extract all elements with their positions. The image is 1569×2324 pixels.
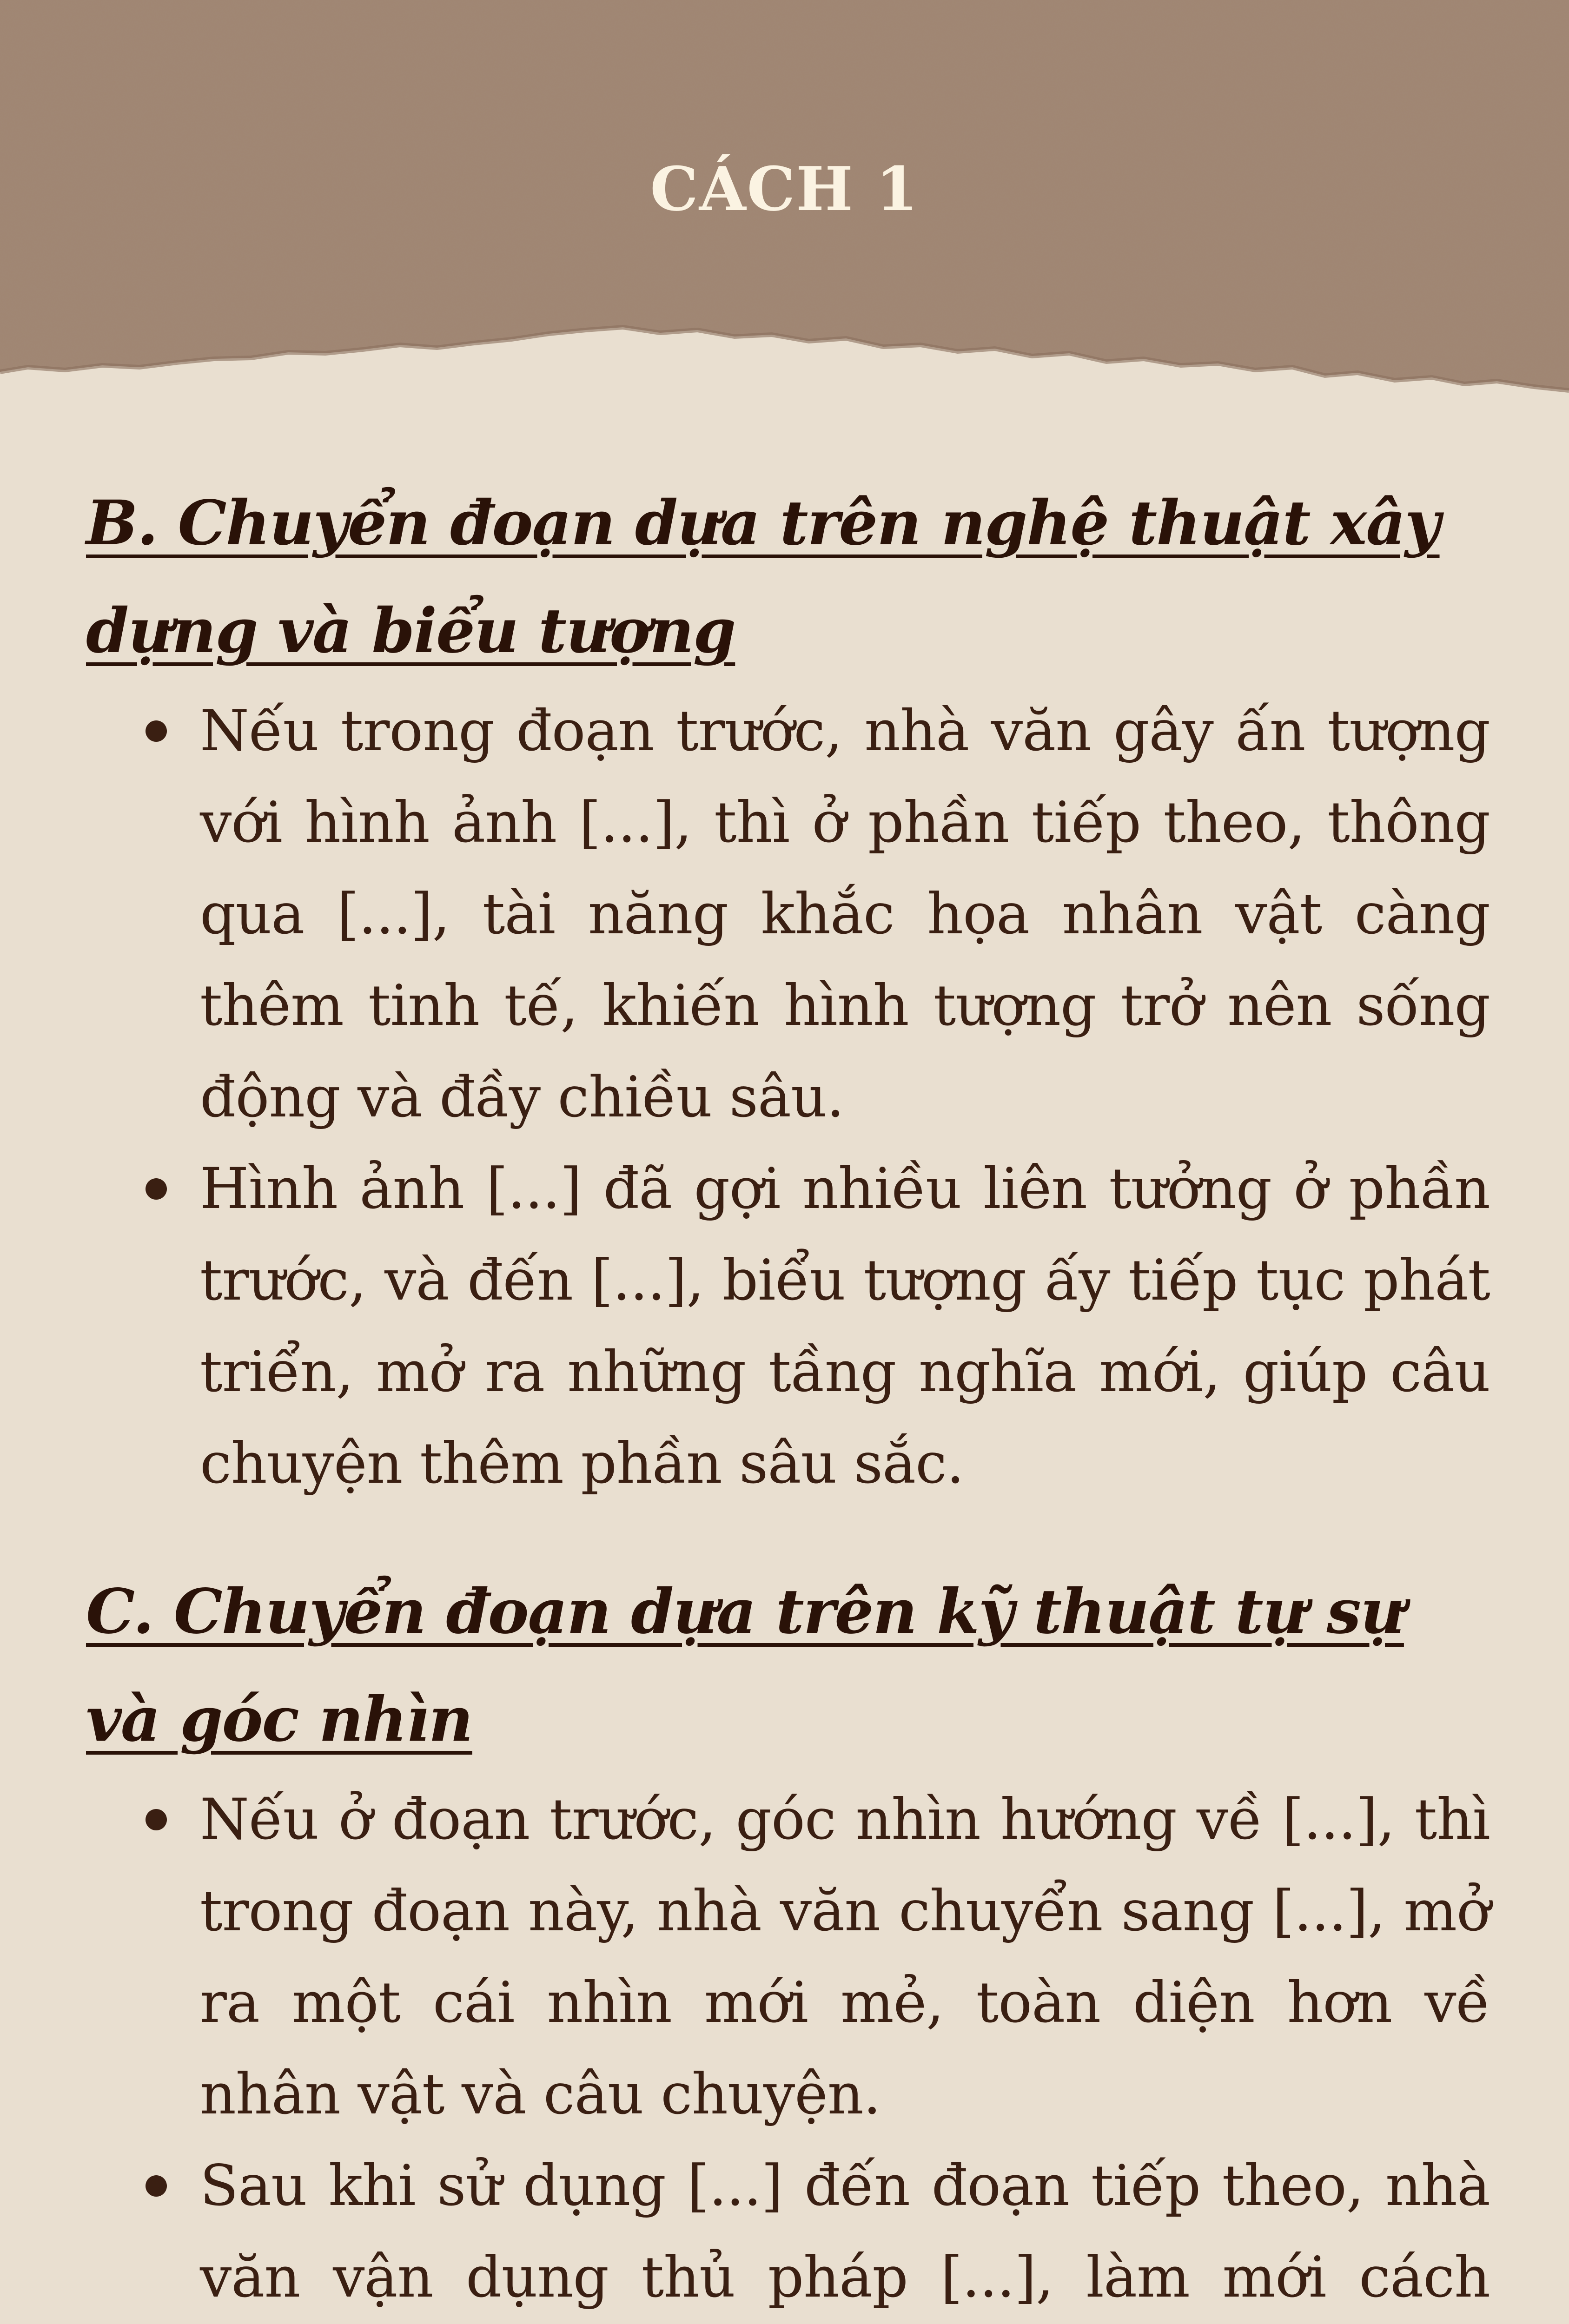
section-heading-b: B. Chuyển đoạn dựa trên nghệ thuật xây dựng và biểu tượng [86,487,1440,667]
list-item [86,685,1490,1143]
list-item-text: Hình ảnh [...] đã gợi nhiều liên tưởng ở phần trước, và đến [...], biểu tượng ấy tiếp tục phát triển, mở ra những tầng nghĩa mới, giúp câu chuyện thêm phần sâu sắc. [200,1156,1490,1496]
list-item-text: Nếu trong đoạn trước, nhà văn gây ấn tượng với hình ảnh [...], thì ở phần tiếp theo, thông qua [...], tài năng khắc họa nhân vật càng thêm tinh tế, khiến hình tượng trở nên sống động và đầy chiều sâu. [200,698,1490,1130]
section-c-list [86,1774,1490,2324]
list-item [86,2140,1490,2324]
list-item-text: Sau khi sử dụng [...] đến đoạn tiếp theo, nhà văn vận dụng thủ pháp [...], làm mới cách [200,2153,1490,2310]
bullet-icon [146,1178,167,1200]
list-item [86,1143,1490,1509]
section-heading-c: C. Chuyển đoạn dựa trên kỹ thuật tự sự và góc nhìn [86,1576,1404,1756]
section-b-list [86,685,1490,1509]
bullet-icon [146,1809,167,1830]
list-item [86,1774,1490,2140]
main-content [86,469,1490,2324]
page-title: CÁCH 1 [650,153,919,224]
bullet-icon [146,2175,167,2197]
paper-banner [0,0,1569,409]
list-item-text: Nếu ở đoạn trước, góc nhìn hướng về [...], thì trong đoạn này, nhà văn chuyển sang [...], mở ra một cái nhìn mới mẻ, toàn diện hơn về nhân vật và câu chuyện. [200,1787,1490,2127]
bullet-icon [146,720,167,742]
